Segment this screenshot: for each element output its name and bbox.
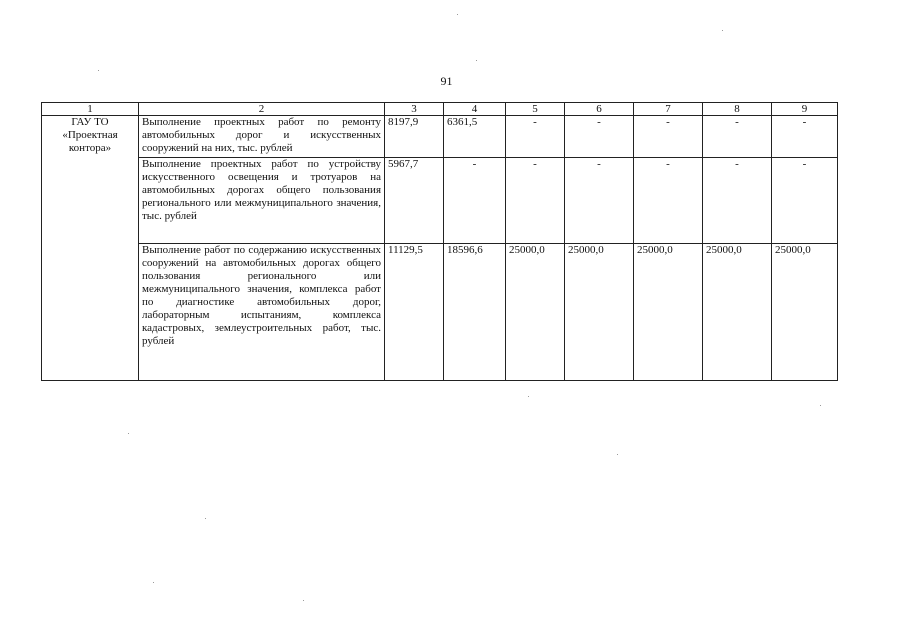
value-cell: - (703, 158, 772, 244)
scan-speck (98, 70, 99, 71)
value-cell: 25000,0 (703, 244, 772, 381)
organization-line: контора» (68, 142, 112, 154)
scan-speck (153, 582, 154, 583)
value-cell: 25000,0 (634, 244, 703, 381)
value-cell: - (444, 158, 506, 244)
scan-speck (528, 396, 529, 397)
column-header: 4 (444, 103, 506, 116)
value-cell: - (703, 116, 772, 158)
table-row (42, 244, 838, 381)
value-cell: - (772, 116, 838, 158)
organization-line: ГАУ ТО (71, 116, 109, 128)
value-cell: - (506, 116, 565, 158)
value-cell: - (634, 116, 703, 158)
scan-speck (457, 14, 458, 15)
column-header: 9 (772, 103, 838, 116)
value-cell: 25000,0 (506, 244, 565, 381)
column-header: 8 (703, 103, 772, 116)
value-cell: 6361,5 (444, 116, 506, 158)
value-cell: 25000,0 (565, 244, 634, 381)
value-cell: - (565, 116, 634, 158)
column-header: 2 (139, 103, 385, 116)
scan-speck (303, 600, 304, 601)
scan-speck (205, 518, 206, 519)
value-cell: 11129,5 (385, 244, 444, 381)
column-header: 6 (565, 103, 634, 116)
value-cell: 25000,0 (772, 244, 838, 381)
scan-speck (476, 60, 477, 61)
value-cell: 18596,6 (444, 244, 506, 381)
value-cell: - (506, 158, 565, 244)
scan-speck (617, 454, 618, 455)
scan-speck (128, 433, 129, 434)
organization-cell (42, 116, 139, 381)
column-header: 3 (385, 103, 444, 116)
budget-table (41, 102, 838, 381)
row-description: Выполнение работ по содержанию искусственных сооружений на автомобильных дорогах общего пользования регионального или межмуниципального значения, комплекса работ по диагностике автомобильных дорог, лабораторным испытаниям, комплекса кадастровых, землеустроительных работ, тыс. рублей (139, 244, 385, 381)
row-description: Выполнение проектных работ по ремонту автомобильных дорог и искусственных сооружений на них, тыс. рублей (139, 116, 385, 158)
column-header: 1 (42, 103, 139, 116)
row-description: Выполнение проектных работ по устройству искусственного освещения и тротуаров на автомобильных дорогах общего пользования регионального или межмуниципального значения, тыс. рублей (139, 158, 385, 244)
table-row (42, 158, 838, 244)
column-header: 7 (634, 103, 703, 116)
value-cell: - (772, 158, 838, 244)
value-cell: - (565, 158, 634, 244)
scan-speck (722, 30, 723, 31)
page-number: 91 (440, 74, 453, 88)
value-cell: 8197,9 (385, 116, 444, 158)
scan-speck (820, 405, 821, 406)
table-row (42, 116, 838, 158)
value-cell: - (634, 158, 703, 244)
organization-line: «Проектная (62, 129, 118, 141)
column-header: 5 (506, 103, 565, 116)
value-cell: 5967,7 (385, 158, 444, 244)
header-row (42, 103, 838, 116)
